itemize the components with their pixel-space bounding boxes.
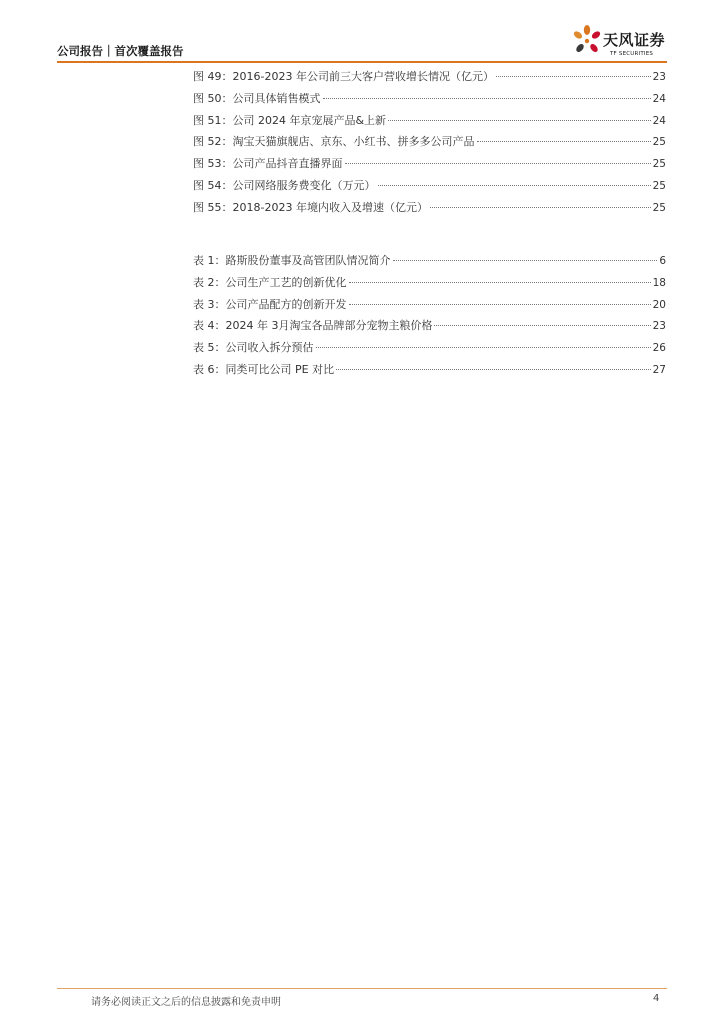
toc-entry-label: 图 53：公司产品抖音直播界面 — [193, 157, 343, 171]
dot-leader — [393, 260, 658, 261]
toc-entry-page: 25 — [652, 179, 666, 192]
toc-entry-table-5[interactable] — [193, 339, 666, 361]
toc-entry-label: 图 50：公司具体销售模式 — [193, 91, 321, 105]
header-divider — [57, 61, 667, 63]
report-type-title: 公司报告｜首次覆盖报告 — [57, 44, 184, 58]
toc-entry-page: 25 — [652, 158, 666, 171]
toc-entry-page: 24 — [652, 92, 666, 105]
toc-entry-label: 表 2：公司生产工艺的创新优化 — [193, 275, 347, 289]
dot-leader — [349, 282, 651, 283]
toc-entry-label: 图 49：2016-2023 年公司前三大客户营收增长情况（亿元） — [193, 70, 494, 83]
footer-divider — [57, 988, 667, 989]
toc-entry-figure-55[interactable] — [193, 199, 666, 221]
toc-entry-label: 图 54：公司网络服务费变化（万元） — [193, 178, 376, 192]
dot-leader — [323, 98, 651, 99]
toc-entry-label: 图 55：2018-2023 年境内收入及增速（亿元） — [193, 200, 428, 214]
dot-leader — [336, 369, 651, 370]
toc-entry-label: 图 52：淘宝天猫旗舰店、京东、小红书、拼多多公司产品 — [193, 135, 475, 149]
toc-entry-figure-51[interactable] — [193, 112, 666, 134]
toc-entry-page: 6 — [659, 255, 666, 267]
toc-entry-label: 表 6：同类可比公司 PE 对比 — [193, 362, 335, 376]
footer-page-number: 4 — [653, 993, 660, 1004]
toc-entry-label: 表 4：2024 年 3月淘宝各品牌部分宠物主粮价格 — [193, 319, 433, 333]
toc-entry-figure-53[interactable] — [193, 155, 666, 177]
toc-entry-label: 表 1：路斯股份董事及高管团队情况简介 — [193, 254, 391, 267]
company-logo — [570, 24, 670, 60]
toc-entry-page: 25 — [652, 201, 666, 214]
dot-leader — [430, 207, 651, 208]
toc-entry-page: 24 — [652, 114, 666, 127]
dot-leader — [434, 325, 650, 326]
toc-entry-table-1[interactable] — [193, 252, 666, 274]
toc-entry-page: 20 — [652, 298, 666, 311]
toc-entry-page: 26 — [652, 342, 666, 355]
toc-entry-label: 图 51：公司 2024 年京宠展产品&上新 — [193, 113, 387, 127]
dot-leader — [477, 141, 651, 142]
figures-toc-list — [193, 68, 666, 221]
dot-leader — [349, 304, 651, 305]
logo-english-name: TF SECURITIES — [610, 51, 654, 57]
footer-disclaimer: 请务必阅读正文之后的信息披露和免责申明 — [91, 997, 281, 1008]
toc-entry-figure-54[interactable] — [193, 177, 666, 199]
toc-entry-figure-50[interactable] — [193, 90, 666, 112]
toc-entry-page: 25 — [652, 136, 666, 149]
logo-chinese-name: 天风证券 — [603, 31, 666, 49]
tables-toc-list — [193, 252, 666, 383]
dot-leader — [388, 120, 651, 121]
toc-entry-page: 27 — [652, 363, 666, 376]
toc-entry-figure-49[interactable] — [193, 68, 666, 90]
toc-entry-page: 23 — [652, 71, 666, 83]
dot-leader — [378, 185, 651, 186]
toc-entry-table-6[interactable] — [193, 361, 666, 383]
dot-leader — [496, 76, 651, 77]
toc-entry-table-3[interactable] — [193, 296, 666, 318]
toc-entry-figure-52[interactable] — [193, 133, 666, 155]
toc-entry-table-4[interactable] — [193, 317, 666, 339]
dot-leader — [316, 347, 651, 348]
toc-entry-page: 23 — [652, 320, 666, 333]
toc-entry-label: 表 3：公司产品配方的创新开发 — [193, 297, 347, 311]
petal-logo-icon — [570, 24, 604, 60]
toc-entry-label: 表 5：公司收入拆分预估 — [193, 341, 314, 355]
toc-entry-table-2[interactable] — [193, 274, 666, 296]
toc-entry-page: 18 — [652, 276, 666, 289]
dot-leader — [345, 163, 651, 164]
